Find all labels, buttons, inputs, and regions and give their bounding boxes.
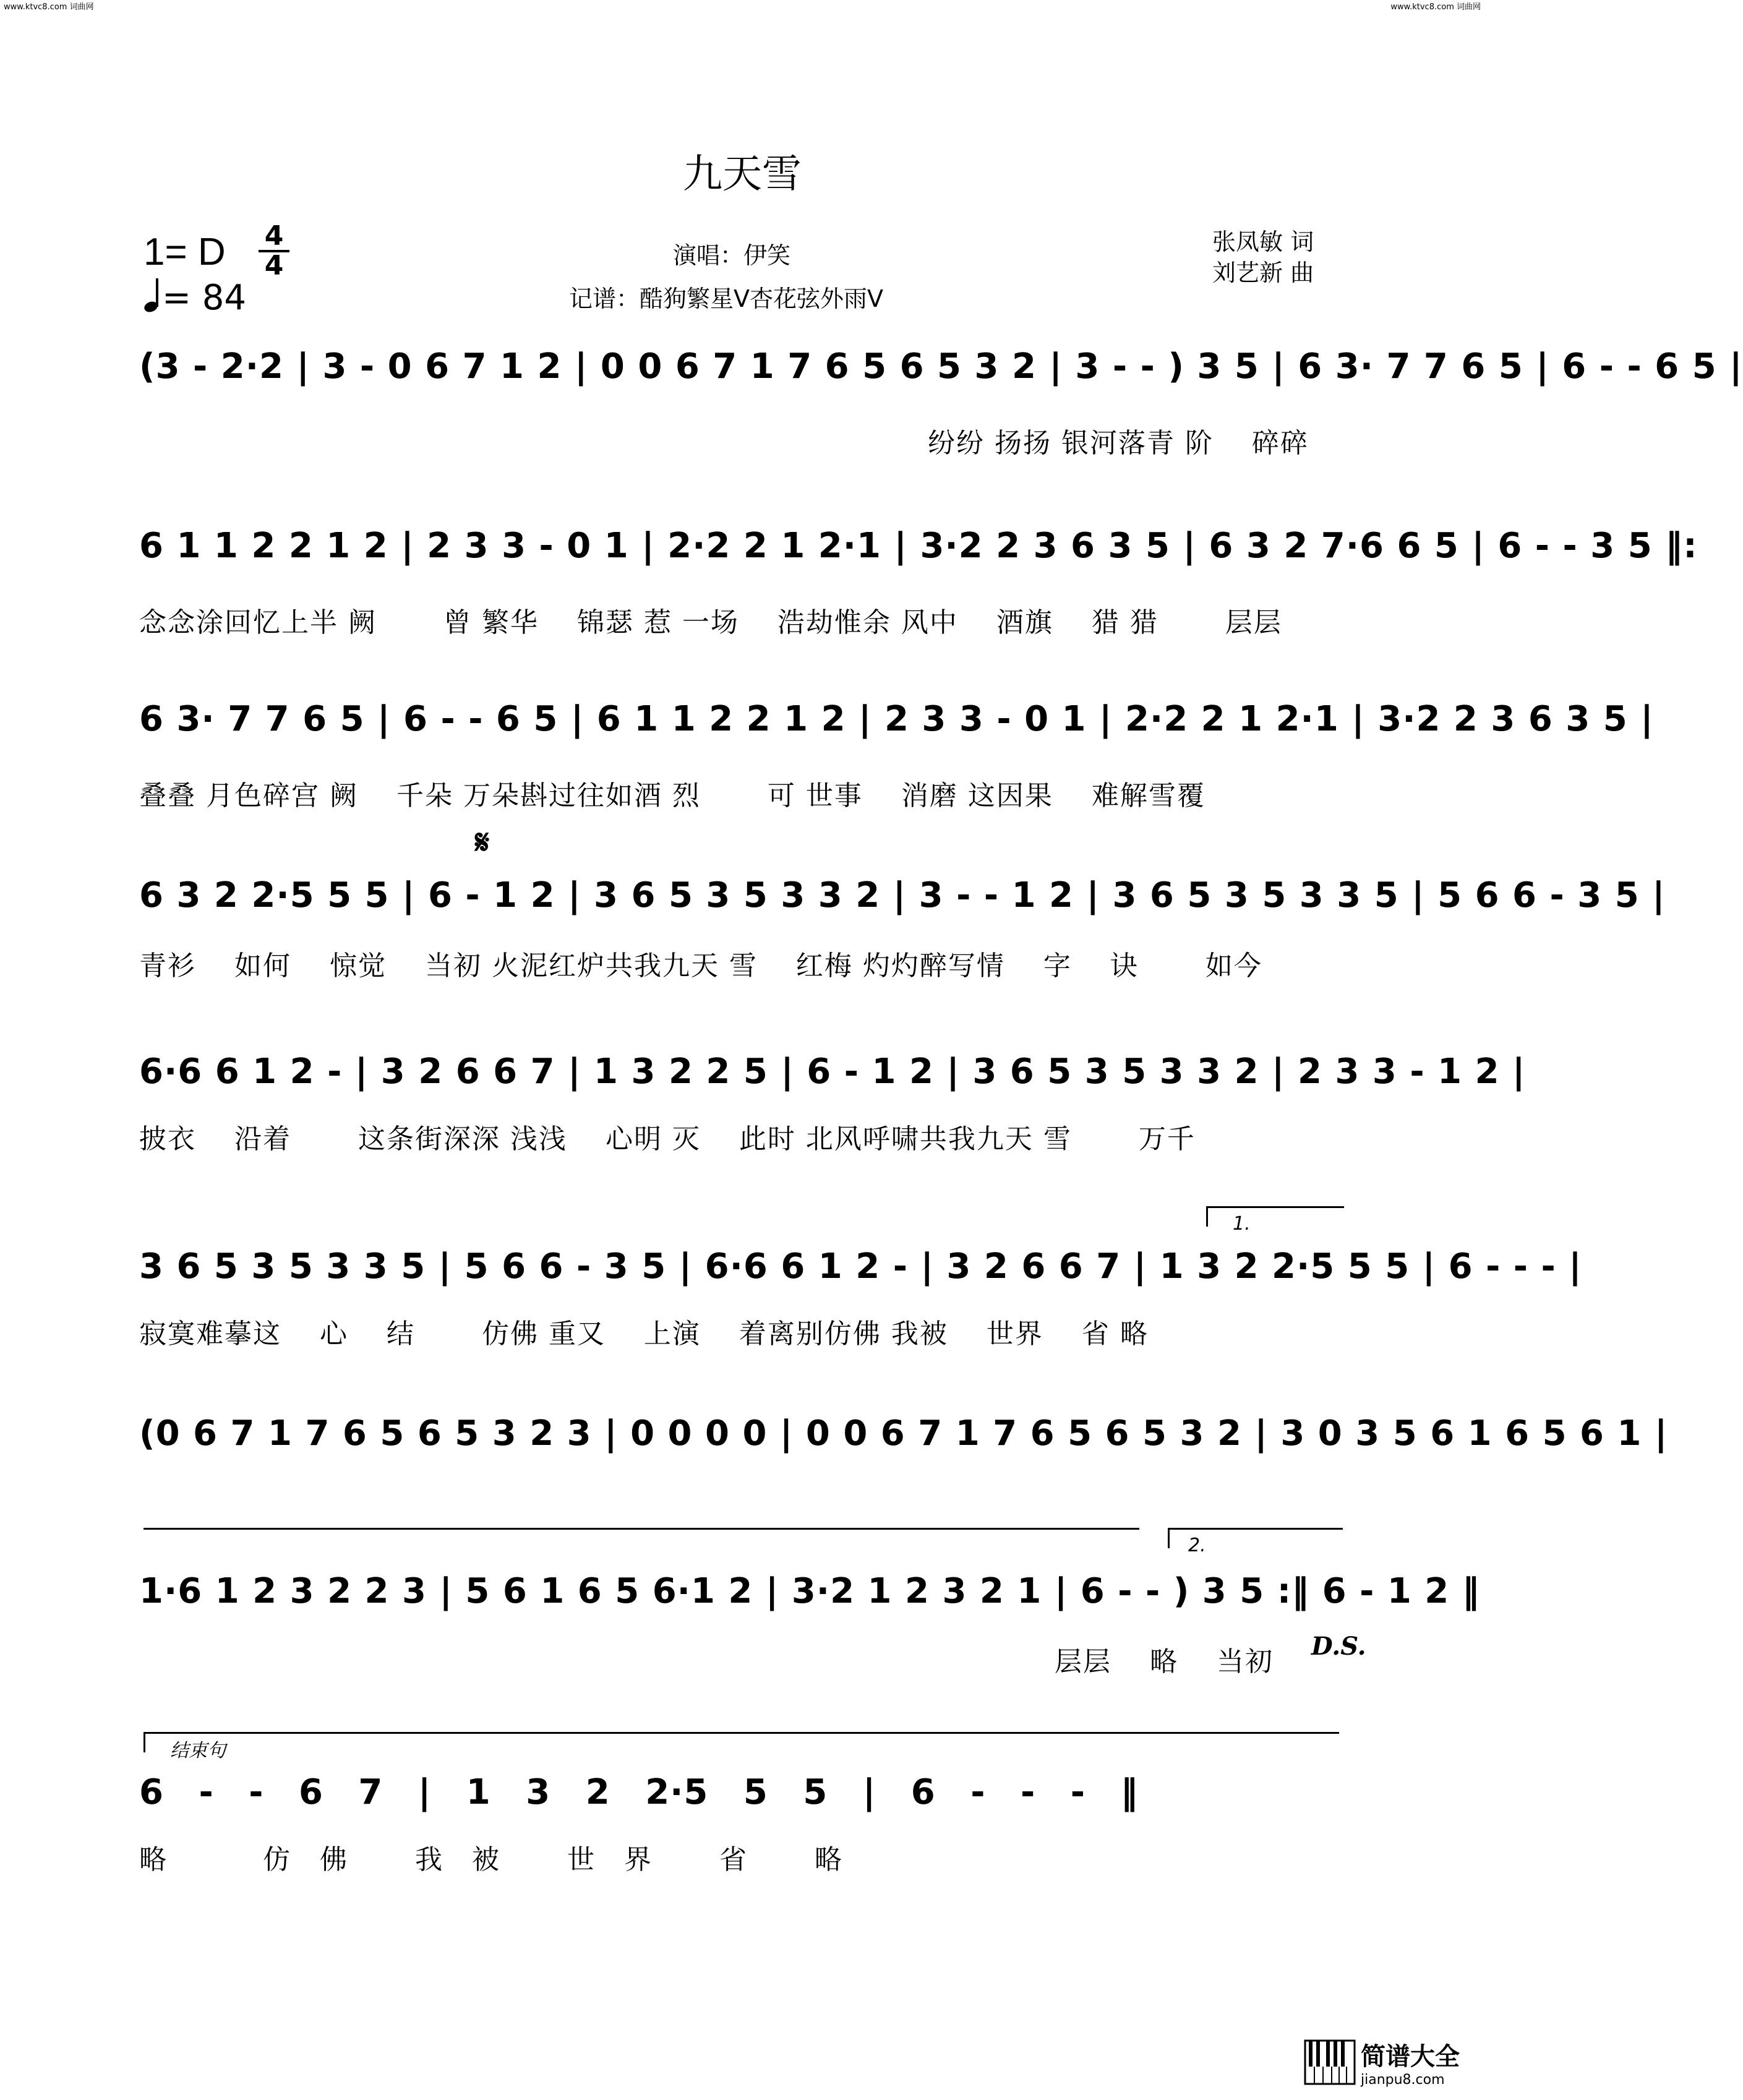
lyrics-line-6 (139, 1311, 1348, 1351)
lyrics-line: 叠叠 月色碎宫 阙 千朵 万朵斟过往如酒 烈 可 世事 消磨 这因果 难解雪覆 (139, 780, 1206, 812)
coda-bracket (143, 1732, 1339, 1762)
volta-1-bracket (1206, 1206, 1344, 1235)
ds-mark: D.S. (1311, 1632, 1366, 1661)
logo-url: jianpu8.com (1361, 2072, 1445, 2088)
music-line: 6 3· 7 7 6 5 | 6 - - 6 5 | 6 1 1 2 2 1 2 | 2 3 3 - 0 1 | 2·2 2 1 2·1 | 3·2 2 3 6 3 5 | (139, 699, 1654, 739)
music-line: 3 6 5 3 5 3 3 5 | 5 6 6 - 3 5 | 6·6 6 1 2 - | 3 2 6 6 7 | 1 3 2 2·5 5 5 | 6 - - - | (139, 1246, 1582, 1287)
music-line: 6 3 2 2·5 5 5 | 6 - 1 2 | 3 6 5 3 5 3 3 2 | 3 - - 1 2 | 3 6 5 3 5 3 3 5 | 5 6 6 - 3 5 | (139, 875, 1666, 915)
singer: 演唱：伊笑 (673, 242, 791, 269)
quarter-note-icon (143, 277, 162, 313)
lyrics-line: 寂寞难摹这 心 结 仿佛 重又 上演 着离别仿佛 我被 世界 省 略 (139, 1318, 1149, 1350)
volta-1-label: 1. (1233, 1213, 1251, 1235)
score-line-8 (139, 1571, 1480, 1611)
lyrics-line-4 (139, 943, 1348, 983)
lyrics-line: 纷纷 扬扬 银河落青 阶 碎碎 (928, 427, 1309, 459)
lyrics-line: 层层 略 当初 (1055, 1646, 1274, 1678)
logo-text: 简谱大全 (1361, 2042, 1460, 2071)
score-line-3 (139, 699, 1654, 739)
time-signature (259, 220, 289, 281)
tempo (143, 277, 246, 318)
lyrics-line-8 (1055, 1639, 1302, 1679)
music-line: (0 6 7 1 7 6 5 6 5 3 2 3 | 0 0 0 0 | 0 0 6 7 1 7 6 5 6 5 3 2 | 3 0 3 5 6 1 6 5 6 1 | (139, 1413, 1668, 1454)
score-line-5 (139, 1052, 1526, 1092)
score-line-1 (139, 346, 1743, 387)
music-line: (3 - 2·2 | 3 - 0 6 7 1 2 | 0 0 6 7 1 7 6 5 6 5 3 2 | 3 - - ) 3 5 | 6 3· 7 7 6 5 | 6 - - 6 5 | (139, 346, 1743, 387)
lyricist: 张凤敏 词 (1212, 228, 1314, 255)
lyrics-line-3 (139, 773, 1348, 813)
lyrics-line: 念念涂回忆上半 阙 曾 繁华 锦瑟 惹 一场 浩劫惟余 风中 酒旗 猎 猎 层层 (139, 607, 1282, 638)
composer: 刘艺新 曲 (1212, 259, 1314, 286)
volta-2-bracket (1168, 1528, 1343, 1556)
lyrics-line-9 (139, 1837, 1348, 1877)
song-title: 九天雪 (683, 152, 802, 197)
jianpu-logo (1305, 2037, 1460, 2088)
key-signature: 1= D (143, 231, 226, 273)
lyrics-line: 青衫 如何 惊觉 当初 火泥红炉共我九天 雪 红梅 灼灼醉写情 字 诀 如今 (139, 950, 1262, 982)
music-line: 6·6 6 1 2 - | 3 2 6 6 7 | 1 3 2 2 5 | 6 - 1 2 | 3 6 5 3 5 3 3 2 | 2 3 3 - 1 2 | (139, 1052, 1526, 1092)
lyrics-line-5 (139, 1116, 1348, 1156)
score-line-6 (139, 1246, 1582, 1287)
music-line: 6 - - 6 7 | 1 3 2 2·5 5 5 | 6 - - - ‖ (139, 1772, 1139, 1812)
header-url-left: www.ktvc8.com 词曲网 (4, 2, 94, 12)
piano-keys-icon (1305, 2041, 1355, 2084)
lyrics-line-2 (139, 600, 1348, 640)
music-line: 6 1 1 2 2 1 2 | 2 3 3 - 0 1 | 2·2 2 1 2·1 | 3·2 2 3 6 3 5 | 6 3 2 7·6 6 5 | 6 - - 3 5 ‖: (139, 526, 1698, 566)
tempo-value: = 84 (162, 278, 246, 318)
time-bottom: 4 (264, 250, 284, 281)
score-line-4 (139, 875, 1666, 915)
lyrics-line: 披衣 沿着 这条街深深 浅浅 心明 灭 此时 北风呼啸共我九天 雪 万千 (139, 1123, 1196, 1155)
transcriber: 记谱：酷狗繁星V杏花弦外雨V (569, 285, 883, 312)
music-line: 1·6 1 2 3 2 2 3 | 5 6 1 6 5 6·1 2 | 3·2 1 2 3 2 1 | 6 - - ) 3 5 :‖ 6 - 1 2 ‖ (139, 1571, 1480, 1611)
lyrics-line: 略 仿 佛 我 被 世 界 省 略 (139, 1844, 843, 1875)
lyrics-line-1 (928, 421, 1361, 460)
segno-icon: 𝄋 (475, 823, 490, 862)
score-line-2 (139, 526, 1698, 566)
score-line-9 (139, 1772, 1348, 1812)
time-top: 4 (264, 220, 284, 252)
score-line-7 (139, 1413, 1668, 1454)
repeat-bracket (143, 1528, 1139, 1530)
volta-2-label: 2. (1188, 1535, 1206, 1556)
coda-label: 结束句 (170, 1740, 226, 1762)
header-url-right: www.ktvc8.com 词曲网 (1390, 2, 1481, 12)
